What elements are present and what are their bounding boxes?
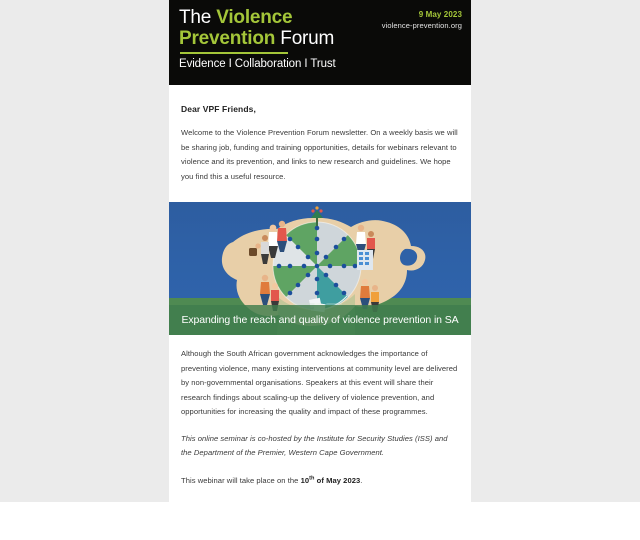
- intro-paragraph: Welcome to the Violence Prevention Forum newsletter. On a weekly basis we will be sharing job, funding and training opportunities, details for webinars relevant to violence and its prevention, and links to new research and guidelines. We hope you find this a useful resource.: [181, 128, 458, 181]
- logo-line-two: [179, 28, 463, 49]
- webinar-day: 10: [300, 475, 310, 485]
- masthead-tagline: Evidence I Collaboration I Trust: [179, 58, 336, 70]
- webinar-date-period: .: [360, 475, 363, 485]
- logo-word-forum: Forum: [275, 28, 335, 49]
- logo-word-violence: Violence: [216, 7, 293, 28]
- webinar-month-year: of May 2023: [314, 475, 361, 485]
- masthead: [169, 0, 471, 85]
- webinar-date-prefix: This webinar will take place on the: [181, 475, 301, 485]
- webinar-day-suffix: th: [309, 474, 315, 481]
- article-section: [169, 347, 471, 488]
- greeting: Dear VPF Friends,: [181, 104, 256, 114]
- logo-word-prevention: Prevention: [179, 28, 276, 49]
- site-url[interactable]: violence-prevention.org: [381, 21, 462, 30]
- webinar-date-line: [181, 474, 459, 489]
- feature-banner[interactable]: [169, 202, 471, 335]
- masthead-meta: [382, 9, 462, 31]
- email-column: [169, 0, 471, 510]
- intro-section: [169, 104, 471, 184]
- logo-underline-rule: [180, 52, 288, 54]
- logo-word-the: The: [179, 7, 217, 28]
- hosts-note: This online seminar is co-hosted by the Institute for Security Studies (ISS) and the Department of the Premier, Western Cape Government.: [181, 433, 448, 457]
- issue-date: 9 May 2023: [418, 10, 462, 19]
- email-bottom-padding: [169, 488, 471, 510]
- article-paragraph: Although the South African government acknowledges the importance of preventing violence, many existing interventions at community level are delivered by non-governmental organisations. Speakers at this event will share their research findings about scaling-up the delivery of violence prevention, and opportunities for increasing the quality and impact of these programmes.: [181, 349, 458, 416]
- banner-caption: Expanding the reach and quality of violence prevention in SA: [169, 305, 471, 335]
